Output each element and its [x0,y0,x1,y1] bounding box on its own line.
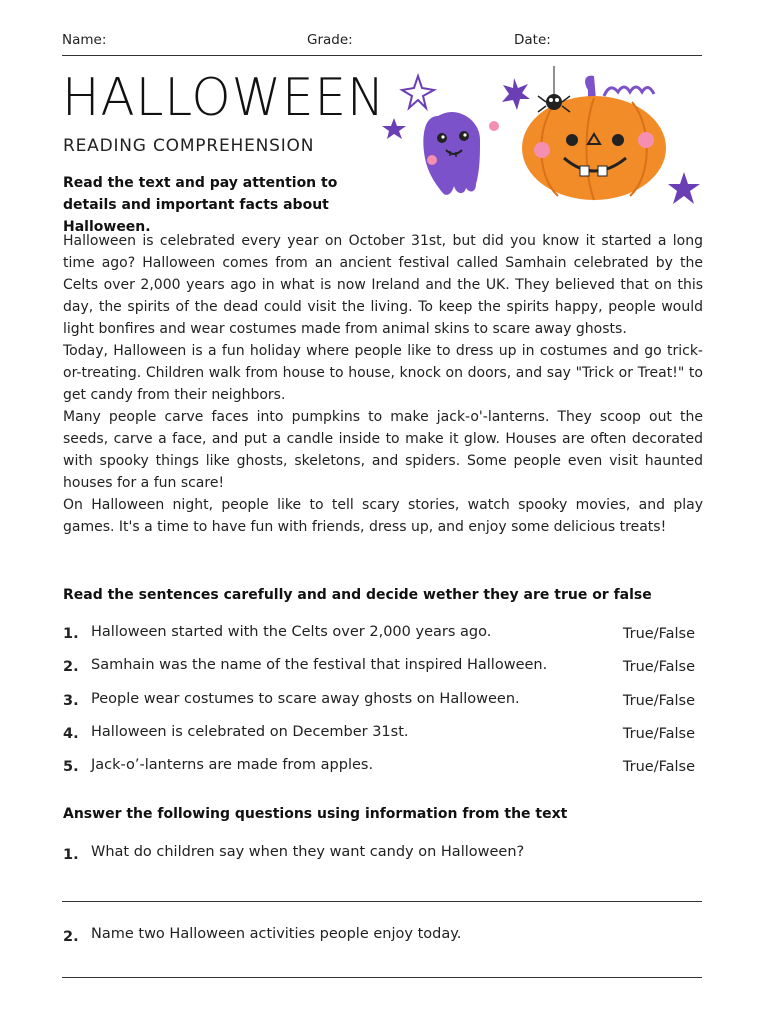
question-number: 2. [63,929,79,945]
true-false-item [63,655,703,688]
question-text: Name two Halloween activities people enjoy today. [91,926,462,942]
star-icon [668,172,700,204]
item-number: 4. [63,725,79,742]
statement-text: People wear costumes to scare away ghosts on Halloween. [91,690,520,707]
passage-paragraph: On Halloween night, people like to tell scary stories, watch spooky movies, and play games. It's a time to have fun with friends, dress up, and enjoy some delicious treats! [63,497,703,535]
true-false-item [63,722,703,755]
ghost-icon [423,112,499,195]
true-false-choice[interactable]: True/False [622,759,695,776]
statement-text: Samhain was the name of the festival that inspired Halloween. [91,657,548,674]
date-label: Date: [514,32,551,48]
item-number: 5. [63,759,79,776]
statement-text: Halloween is celebrated on December 31st. [91,723,409,740]
true-false-item [63,689,703,722]
question-text: What do children say when they want candy on Halloween? [91,844,525,860]
reading-passage [63,230,703,538]
header-divider [62,55,702,56]
passage-paragraph: Many people carve faces into pumpkins to make jack-o'-lanterns. They scoop out the seeds, carve a face, and put a candle inside to make it glow. Houses are often decorated with spooky things like ghosts, skeletons, and spiders. Some people even visit haunted houses for a fun scare! [63,409,703,491]
grade-label: Grade: [307,32,353,48]
star-icon [382,118,406,139]
true-false-list [63,622,703,788]
passage-paragraph: Halloween is celebrated every year on October 31st, but did you know it started a long time ago? Halloween comes from an ancient festival called Samhain celebrated by the Celts over 2,000 years ago in what is now Ireland and the UK. They believed that on this day, the spirits of the dead could visit the living. To keep the spirits happy, people would light bonfires and wear costumes made from animal skins to scare away ghosts. [63,233,703,337]
pumpkin-icon [522,76,666,200]
name-label: Name: [62,32,107,48]
true-false-heading: Read the sentences carefully and and decide wether they are true or false [63,587,652,603]
page-subtitle: READING COMPREHENSION [63,136,315,156]
true-false-choice[interactable]: True/False [622,725,695,742]
answer-line[interactable] [62,901,702,902]
statement-text: Halloween started with the Celts over 2,000 years ago. [91,624,492,640]
item-number: 1. [63,626,79,642]
true-false-item [63,755,703,788]
star-icon [502,78,530,110]
true-false-choice[interactable]: True/False [622,692,695,709]
statement-text: Jack-o’-lanterns are made from apples. [91,757,374,774]
questions-heading: Answer the following questions using information from the text [63,806,568,822]
true-false-choice[interactable]: True/False [622,659,695,676]
page-title: HALLOWEEN [62,68,386,128]
answer-line[interactable] [62,977,702,978]
passage-paragraph: Today, Halloween is a fun holiday where people like to dress up in costumes and go trick-or-treating. Children walk from house to house, knock on doors, and say "Trick or Treat!" to get candy from their neighbors. [63,343,703,403]
item-number: 3. [63,692,79,709]
star-icon [402,76,434,108]
item-number: 2. [63,659,79,676]
halloween-illustration [376,66,706,216]
true-false-item [63,622,703,655]
header-fields [62,32,702,52]
reading-instruction: Read the text and pay attention to details and important facts about Halloween. [63,175,338,235]
true-false-choice[interactable]: True/False [622,626,695,642]
question-number: 1. [63,847,79,863]
